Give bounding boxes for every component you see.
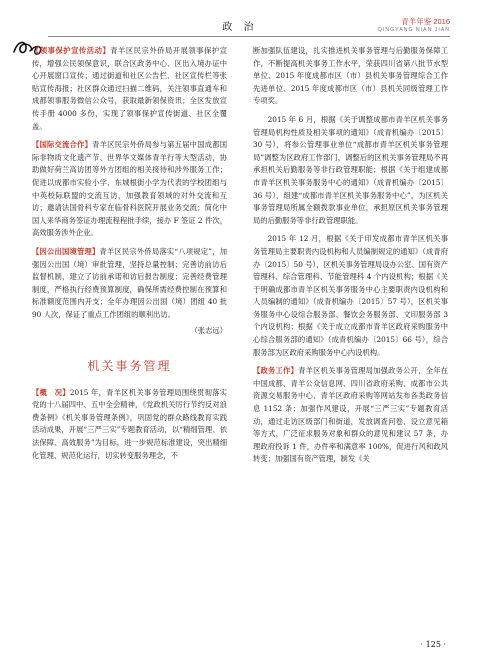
page-header — [0, 0, 480, 50]
paragraph-text: 青羊区民宗外侨局参与第五届中国成都国际非物质文化遗产节、世界华文媒体青羊行等大型活动，协助做好荷兰高访团等外方团组的相关接待和涉外服务工作；促进以成都市实验小学、东城根街小学为代表的学校团组与中英校际联盟的交流互访，加强教育领域的对外交流和互访；邀请法国骨科专家在临骨科医院开展业务交流；简化中国人来华商务签证办理流程程批手续，接办 F 签证 2 件次，高效服务涉外企业。 — [32, 140, 228, 238]
paragraph-consular-protection — [32, 45, 227, 133]
right-column — [253, 45, 448, 472]
paragraph-structure: 2015 年 12 月，根据《关于印发成都市青羊区机关事务管理局主要职责内设机构和人员编制规定的通知》（成青府办〔2015〕50 号），区机关事务管理局设办公室、国有资产管理科、综合管理科、节能管理科 4 个内设机构；根据《关于明确成都市青羊区机关事务服务中心主要职责内设机构和人员编制的通知》（成青机编办〔2015〕57 号），区机关事务服务中心设综合服务部、餐饮会务服务部、文印服务部 3 个内设机构；根据《关于成立成都市青羊区政府采购服务中心综合服务部的通知》（成青机编办〔2015〕66 号），综合服务部为区政府采购服务中心内设机构。 — [253, 234, 448, 357]
paragraph-reorganization: 2015 年 6 月，根据《关于调整成都市青羊区机关事务管理局机构性质及相关事项的通知》（成青机编办〔2015〕30 号），将参公管理事业单位“成都市青羊区机关事务管理局”调整为区政府工作部门，调整后的区机关事务管理局不再承担机关后勤服务等非行政管理职能；根据《关于组建成都市青羊区机关事务服务中心的通知》（成青机编办〔2015〕36 号），组建“成都市青羊区机关事务服务中心”，为区机关事务管理局所属全额拨款事业单位，承担原区机关事务管理局的后勤服务等非行政管理职能。 — [253, 114, 448, 225]
paragraph-official-travel — [32, 246, 227, 322]
paragraph-text: 青羊区机关事务管理局加强政务公开，全年在中国成都、青羊公众信息网、四川省政府采购、成都市公共资源交易服务中心、青羊区政府采购等网站发布各类政务信息 1152 条；加强作风建设，开展“三严三实”专题教育活动，通过走访区级部门和街道，发放调查问卷、设立意见箱等方式，广泛征求服务对象和群众的意见和建议 57 条，办理政府投诉 1 件，办件率和满意率 100%，促进行风和政风转变；加强国有资产管理，制发《关 — [253, 366, 449, 464]
left-column — [32, 45, 227, 468]
paragraph-government-affairs — [253, 365, 448, 466]
section-tag: 【领事保护宣传活动】 — [32, 46, 111, 55]
paragraph-text: 青羊区民宗外侨局落实“八项规定”，加强因公出国（境）审批管理，坚持总量控制；完善访前访后监督机制，建立了访前承诺和访后报告制度；完善经费管理制度，严格执行经费预算制度，确保所需经费控制在预算和标准额度范围内开支；全年办理因公出国（境）团组 40 批 90 人次，保证了重点工作团组的顺利出访。 — [32, 246, 228, 319]
section-tag: 【概 况】 — [32, 387, 70, 397]
section-tag: 【因公出国境管理】 — [32, 246, 100, 256]
header-rule — [48, 36, 450, 37]
section-tag: 【国际交流合作】 — [32, 140, 93, 150]
paragraph-text: 青羊区民宗外侨局开展领事保护宣传，增强公民领保意识，联合区政务中心、区出入境办证中心开展窗口宣传；通过街道和社区公告栏、社区宣传栏等张贴宣传海报；社区群众通过扫描二维码，关注领事直通车和成都领事服务微信公众号，获取最新领保资讯；全区发放宣传手册 4000 多份，实现了领事保护宣传街道、社区全覆盖。 — [32, 46, 228, 131]
yearbook-subtitle: QINGYANG NIAN JIAN — [377, 27, 450, 33]
paragraph-international-exchange — [32, 139, 227, 240]
section-tag: 【政务工作】 — [253, 366, 299, 376]
paragraph-overview — [32, 387, 227, 463]
running-title: 政 治 — [222, 22, 258, 33]
yearbook-title: 青羊年鉴 2016 — [401, 17, 450, 26]
paragraph-continuation: 断加强队伍建设，扎实推进机关事务管理与后勤服务保障工作，不断提高机关事务工作水平，荣获四川省第八批节水型单位、2015 年度成都市区（市）县机关事务管理综合工作先进单位、2015 年度成都市区（市）县机关同级管理工作专项奖。 — [253, 46, 448, 106]
author-signature: （张志远） — [190, 326, 227, 336]
page-number: · 125 · — [420, 640, 446, 649]
section-heading: 机关事务管理 — [87, 359, 172, 374]
paragraph-text: 2015 年，青羊区机关事务管理局围绕贯彻落实党的十八届四中、五中全会精神，《党政机关厉行节约反对浪费条例》《机关事务管理条例》，巩固党的群众路线教育实践活动成果，开展“三严三实”专题教育活动，以“精细管理、依法保障、高效服务”为目标，进一步规范标准建设，突出精细化管理、规范化运行，切实转变服务理念，不 — [32, 387, 228, 460]
